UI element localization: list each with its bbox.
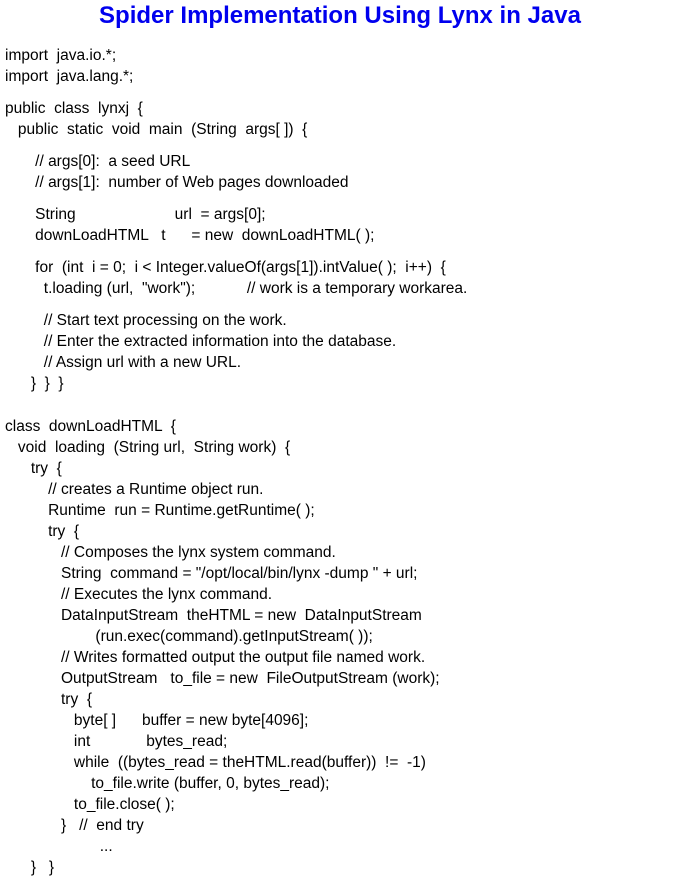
code-line: (run.exec(command).getInputStream( )); — [5, 628, 373, 645]
code-line: byte[ ] buffer = new byte[4096]; — [5, 712, 309, 729]
code-line: to_file.close( ); — [5, 796, 175, 813]
code-blank-line — [5, 299, 680, 310]
code-line: // args[1]: number of Web pages downloaded — [5, 174, 349, 191]
code-line: // Executes the lynx command. — [5, 586, 273, 603]
code-line: // args[0]: a seed URL — [5, 153, 191, 170]
code-listing — [0, 45, 680, 878]
code-blank-line — [5, 140, 680, 151]
code-line: import java.io.*; — [5, 47, 117, 64]
code-line: try { — [5, 523, 80, 540]
code-blank-line — [5, 246, 680, 257]
document-page — [0, 3, 680, 878]
code-line: class downLoadHTML { — [5, 418, 176, 435]
code-line: int bytes_read; — [5, 733, 228, 750]
code-blank-line — [5, 193, 680, 204]
code-line: // Start text processing on the work. — [5, 312, 287, 329]
code-blank-line — [5, 87, 680, 98]
code-line: for (int i = 0; i < Integer.valueOf(args[1]).intValue( ); i++) { — [5, 259, 446, 276]
code-line: OutputStream to_file = new FileOutputStream (work); — [5, 670, 440, 687]
code-line: DataInputStream theHTML = new DataInputStream — [5, 607, 422, 624]
code-line: try { — [5, 460, 62, 477]
code-line: public class lynxj { — [5, 100, 143, 117]
code-line: } } } — [5, 375, 64, 392]
code-line: // creates a Runtime object run. — [5, 481, 264, 498]
code-line: String url = args[0]; — [5, 206, 266, 223]
code-blank-line — [5, 394, 680, 405]
code-line: Runtime run = Runtime.getRuntime( ); — [5, 502, 315, 519]
code-line: String command = "/opt/local/bin/lynx -dump " + url; — [5, 565, 418, 582]
code-line: ... — [5, 838, 113, 855]
code-line: while ((bytes_read = theHTML.read(buffer)) != -1) — [5, 754, 426, 771]
page-title: Spider Implementation Using Lynx in Java — [99, 2, 581, 29]
code-line: // Writes formatted output the output file named work. — [5, 649, 426, 666]
code-line: // Enter the extracted information into the database. — [5, 333, 397, 350]
code-line: // Assign url with a new URL. — [5, 354, 242, 371]
code-line: // Composes the lynx system command. — [5, 544, 336, 561]
code-line: } // end try — [5, 817, 144, 834]
code-line: public static void main (String args[ ]) { — [5, 121, 308, 138]
code-line: import java.lang.*; — [5, 68, 134, 85]
code-line: downLoadHTML t = new downLoadHTML( ); — [5, 227, 375, 244]
code-line: t.loading (url, "work"); // work is a temporary workarea. — [5, 280, 468, 297]
code-blank-line — [5, 405, 680, 416]
code-line: to_file.write (buffer, 0, bytes_read); — [5, 775, 330, 792]
code-line: try { — [5, 691, 92, 708]
code-line: } } — [5, 859, 55, 876]
code-line: void loading (String url, String work) { — [5, 439, 291, 456]
